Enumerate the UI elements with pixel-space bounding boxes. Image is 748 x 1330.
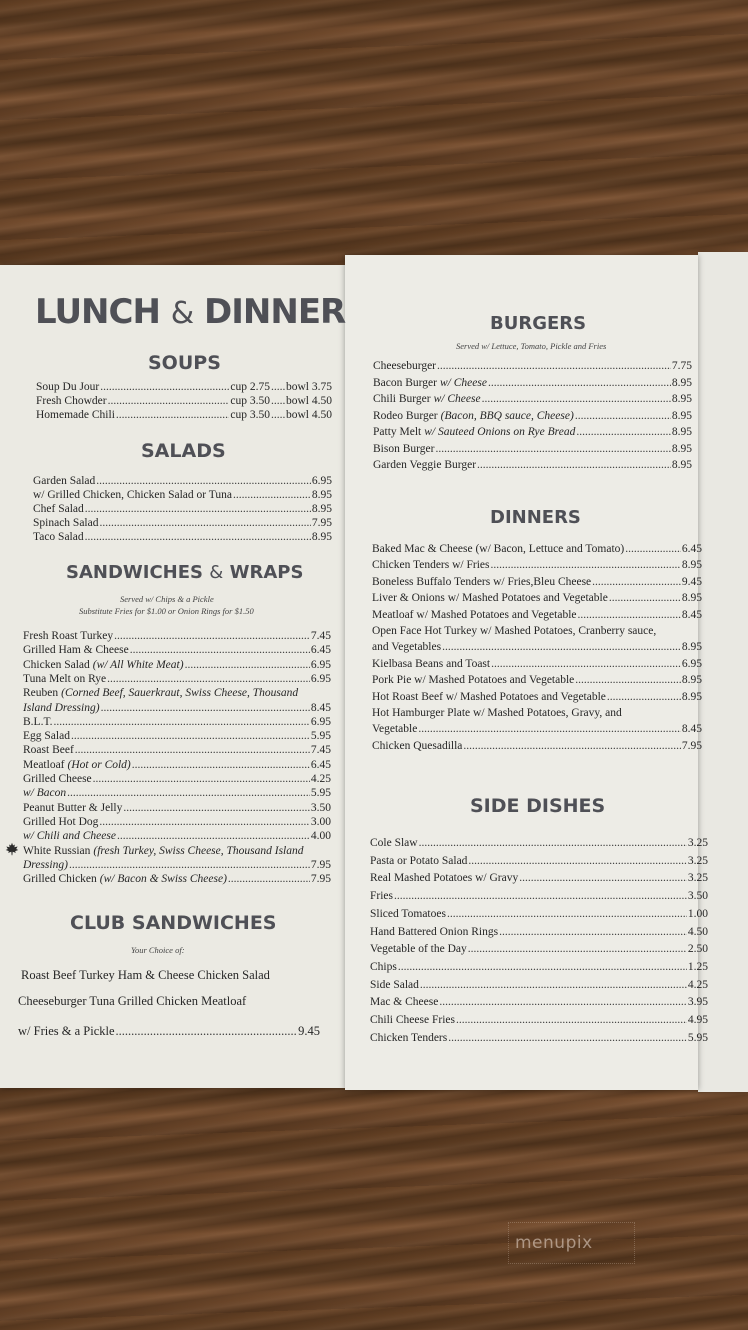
item-name: Fries [370,890,393,903]
leader-dots [96,475,311,488]
item-price: 8.45 [681,608,702,621]
item-price: 7.75 [671,360,692,372]
item-price: 8.95 [681,641,702,654]
item-price: 8.95 [311,489,332,501]
bowl-price: bowl 4.50 [286,395,332,407]
leader-dots [575,410,671,423]
sandwiches-heading-part1: SANDWICHES [66,562,203,583]
dinner-row [372,691,702,704]
item-name: Pork Pie w/ Mashed Potatoes and Vegetable [372,674,575,687]
item-name: Sliced Tomatoes [370,907,446,920]
sandwich-row [23,773,331,786]
item-description: w/ Cheese [433,393,481,405]
side-dish-row [370,943,708,956]
item-name: Homemade Chili [36,409,115,421]
item-name: Grilled Hot Dog [23,815,99,828]
leader-dots [117,830,310,843]
item-description: w/ Sauteed Onions on Rye Bread [424,426,576,438]
item-name: Rodeo Burger [373,409,438,422]
item-name: Garden Veggie Burger [373,459,477,471]
leader-dots [93,773,310,786]
item-name: Boneless Buffalo Tenders w/ Fries,Bleu Cheese [372,575,592,588]
burgers-heading: BURGERS [490,313,587,334]
dinner-row [372,723,702,736]
item-description: Dressing) [23,858,68,871]
item-price: 4.25 [310,773,331,785]
cup-price: cup 2.75 [230,381,270,393]
leader-dots [575,674,681,687]
leader-dots [228,873,310,886]
item-name: B.L.T. [23,715,53,728]
item-name: Hot Roast Beef w/ Mashed Potatoes and Vegetable [372,690,606,703]
item-description: w/ Cheese [439,376,487,389]
item-name: Fresh Roast Turkey [23,630,114,642]
item-name: Bacon Burger [373,376,437,389]
salad-row [33,489,332,502]
dinner-row [372,543,702,556]
item-price: 8.95 [671,442,692,455]
dinners-heading: DINNERS [490,507,581,528]
side-dish-row [370,837,708,850]
item-price: 3.25 [687,854,708,867]
leader-dots [271,409,285,422]
item-price: 7.45 [310,744,331,757]
dinner-row [372,641,702,654]
club-options-row-2: Cheeseburger Tuna Grilled Chicken Meatloaf [18,994,247,1008]
sandwich-row [23,802,331,815]
item-name: Fresh Chowder [36,395,107,407]
item-description: w/ Bacon [23,787,67,800]
sandwich-row [23,873,331,886]
item-name: Cheeseburger [373,360,437,372]
item-name: White Russian [23,844,91,857]
leader-dots [75,744,310,757]
leader-dots [468,943,687,956]
menupix-watermark: menupix [515,1233,593,1253]
leader-dots [69,859,310,872]
dinner-row [372,592,702,605]
leader-dots [609,592,681,605]
sandwiches-heading [66,562,303,583]
side-dish-row [370,1032,708,1045]
sandwich-row [23,816,331,829]
item-description: (fresh Turkey, Swiss Cheese, Thousand Island [93,844,304,857]
item-name: Grilled Cheese [23,773,92,785]
item-name: Meatloaf w/ Mashed Potatoes and Vegetable [372,608,577,621]
dinner-row [372,740,702,753]
item-price: 8.95 [671,376,692,389]
leader-dots [116,1025,298,1038]
item-description: (Bacon, BBQ sauce, Cheese) [440,409,574,422]
leader-dots [482,393,671,406]
item-price: 4.00 [310,830,331,843]
item-name: Hot Hamburger Plate w/ Mashed Potatoes, Gravy, and [372,707,622,719]
item-description: w/ Chili and Cheese [23,830,116,843]
item-description: (w/ Bacon & Swiss Cheese) [99,873,227,886]
item-name: Vegetable of the Day [370,943,467,956]
item-name: Roast Beef [23,744,74,757]
club-subtitle: Your Choice of: [131,945,185,955]
title-amp: & [170,296,194,331]
item-description: (Hot or Cold) [67,758,131,771]
side-dish-row [370,926,708,939]
item-name: Soup Du Jour [36,381,100,393]
item-price: 8.95 [671,459,692,471]
item-price: 6.45 [310,758,331,771]
item-price: 5.95 [687,1031,708,1044]
sandwich-row [23,859,331,872]
leader-dots [456,1014,687,1027]
item-name: Chicken Quesadilla [372,739,463,752]
item-price: 4.95 [687,1014,708,1026]
leader-dots [85,531,311,544]
leader-dots [108,395,230,408]
soup-row [36,409,332,422]
item-price: 4.25 [687,978,708,991]
leader-dots [132,759,310,772]
item-name: Pasta or Potato Salad [370,854,468,867]
leader-dots [519,872,687,885]
item-price: 8.45 [681,723,702,736]
item-name: Mac & Cheese [370,996,439,1009]
item-name: Chili Cheese Fries [370,1014,455,1026]
dinner-row [372,576,702,589]
item-name: Open Face Hot Turkey w/ Mashed Potatoes, Cranberry sauce, [372,625,657,637]
dinner-row [372,674,702,687]
item-price: 8.95 [681,674,702,687]
dinner-row [372,609,702,622]
item-name: Garden Salad [33,475,96,487]
cup-price: cup 3.50 [230,395,270,407]
dinner-row [372,658,702,671]
side-dish-row [370,961,708,974]
item-name: Liver & Onions w/ Mashed Potatoes and Vegetable [372,592,608,605]
club-options-row-1: Roast Beef Turkey Ham & Cheese Chicken Salad [21,968,270,982]
maple-leaf-icon [5,842,19,856]
salad-row [33,517,332,530]
item-price: 1.25 [687,960,708,973]
sandwiches-heading-amp: & [209,562,224,583]
item-price: 8.95 [681,559,702,572]
leader-dots [607,691,681,704]
item-name: w/ Grilled Chicken, Chicken Salad or Tuna [33,489,232,501]
leader-dots [101,702,310,715]
item-price: 2.50 [687,943,708,956]
item-price: 7.45 [310,630,331,642]
leader-dots [592,576,681,589]
club-price-line [18,1025,320,1038]
item-name: Chicken Tenders [370,1031,448,1044]
sandwich-row [23,716,331,729]
sandwich-row [23,630,331,643]
leader-dots [130,644,310,657]
menu-title [35,292,345,332]
dinner-row [372,707,702,720]
item-price: 8.45 [310,701,331,714]
leader-dots [99,517,310,530]
item-description: (w/ All White Meat) [92,658,184,671]
leader-dots [491,658,681,671]
leader-dots [448,1032,687,1045]
sandwich-row [23,659,331,672]
item-price: 5.95 [310,730,331,743]
item-name: Egg Salad [23,730,70,743]
side-dish-row [370,979,708,992]
salad-row [33,531,332,544]
side-dish-row [370,872,708,885]
bowl-price: bowl 3.75 [286,381,332,393]
leader-dots [271,395,285,408]
item-price: 3.50 [310,801,331,814]
item-price: 8.95 [681,690,702,703]
side-dishes-heading: SIDE DISHES [470,795,606,817]
burger-row [373,459,692,472]
leader-dots [123,802,310,815]
sandwich-row [23,787,331,800]
sandwich-row [23,744,331,757]
side-dish-row [370,1014,708,1027]
item-price: 3.50 [687,890,708,903]
item-price: 8.95 [671,393,692,405]
soup-row [36,395,332,408]
leader-dots [468,855,686,868]
cup-price: cup 3.50 [230,409,270,421]
item-name: Grilled Chicken [23,873,97,886]
item-name: Chef Salad [33,503,84,515]
dinner-row [372,559,702,572]
sandwich-row [23,730,331,743]
side-dish-row [370,890,708,903]
item-price: 7.95 [310,873,331,886]
side-dish-row [370,908,708,921]
leader-dots [437,360,671,373]
sandwiches-subtitle-1: Served w/ Chips & a Pickle [120,594,214,604]
item-price: 3.25 [687,837,708,849]
item-name: Kielbasa Beans and Toast [372,657,491,670]
leader-dots [99,816,309,829]
leader-dots [488,377,671,390]
item-description: Island Dressing) [23,701,100,714]
sandwiches-subtitle-2: Substitute Fries for $1.00 or Onion Rings for $1.50 [79,606,254,616]
item-price: 7.95 [311,517,332,529]
item-price: 8.95 [311,503,332,515]
leader-dots [576,426,671,439]
title-part1: LUNCH [35,292,160,332]
item-price: 6.95 [310,715,331,728]
leader-dots [100,381,229,394]
leader-dots [419,837,687,850]
burger-row [373,360,692,373]
sandwich-row [23,759,331,772]
salad-row [33,475,332,488]
item-price: 6.95 [310,672,331,685]
leader-dots [463,740,680,753]
leader-dots [71,730,310,743]
item-price: 1.00 [687,907,708,920]
leader-dots [54,716,310,729]
item-name: Chips [370,960,397,973]
item-name: Patty Melt [373,426,422,438]
leader-dots [398,961,687,974]
sandwich-row [23,845,331,858]
item-name: and Vegetables [372,641,442,654]
burger-row [373,393,692,406]
item-description: (Corned Beef, Sauerkraut, Swiss Cheese, Thousand [61,687,299,700]
leader-dots [116,409,230,422]
soup-row [36,381,332,394]
leader-dots [420,979,687,992]
burger-row [373,377,692,390]
item-price: 6.45 [681,543,702,555]
burger-row [373,443,692,456]
item-name: Hand Battered Onion Rings [370,925,499,938]
leader-dots [477,459,671,472]
sandwich-row [23,687,331,700]
club-final-name: w/ Fries & a Pickle [18,1024,115,1038]
item-price: 8.95 [681,592,702,605]
title-part2: DINNER [204,292,346,332]
leader-dots [114,630,310,643]
bowl-price: bowl 4.50 [286,409,332,421]
item-name: Vegetable [372,723,418,736]
leader-dots [435,443,670,456]
burger-row [373,426,692,439]
item-price: 8.95 [311,531,332,543]
item-price: 6.95 [310,658,331,671]
leader-dots [625,543,681,556]
side-dish-row [370,996,708,1009]
item-name: Peanut Butter & Jelly [23,801,123,814]
item-name: Side Salad [370,978,419,991]
item-name: Spinach Salad [33,517,99,529]
salad-row [33,503,332,516]
item-price: 9.45 [681,575,702,588]
item-name: Bison Burger [373,442,435,455]
item-price: 7.95 [310,858,331,871]
side-dish-row [370,855,708,868]
item-price: 6.45 [310,644,331,657]
leader-dots [578,609,681,622]
sandwiches-heading-part2: WRAPS [229,562,304,583]
item-price: 5.95 [310,787,331,800]
burgers-subtitle: Served w/ Lettuce, Tomato, Pickle and Fries [456,341,607,351]
item-name: Cole Slaw [370,837,418,849]
sandwich-row [23,673,331,686]
leader-dots [233,489,311,502]
item-price: 3.95 [687,996,708,1009]
leader-dots [271,381,285,394]
item-name: Tuna Melt on Rye [23,672,107,685]
leader-dots [85,503,311,516]
leader-dots [490,559,680,572]
item-name: Meatloaf [23,758,65,771]
item-price: 8.95 [671,409,692,422]
item-price: 8.95 [671,426,692,438]
item-price: 3.25 [687,872,708,885]
item-price: 6.95 [681,657,702,670]
leader-dots [67,787,310,800]
item-price: 4.50 [687,925,708,938]
sandwich-row [23,830,331,843]
item-name: Grilled Ham & Cheese [23,644,129,657]
item-name: Taco Salad [33,531,84,543]
club-final-price: 9.45 [298,1024,320,1038]
leader-dots [447,908,687,921]
leader-dots [394,890,687,903]
salads-heading: SALADS [141,440,226,462]
item-name: Baked Mac & Cheese (w/ Bacon, Lettuce and Tomato) [372,543,625,555]
leader-dots [185,659,310,672]
dinner-row [372,625,702,638]
leader-dots [442,641,681,654]
item-name: Chili Burger [373,393,431,405]
club-heading: CLUB SANDWICHES [70,912,277,934]
item-name: Chicken Tenders w/ Fries [372,559,490,572]
sandwich-row [23,644,331,657]
leader-dots [107,673,310,686]
leader-dots [499,926,687,939]
item-price: 6.95 [311,475,332,487]
soups-heading: SOUPS [148,352,221,374]
burger-row [373,410,692,423]
leader-dots [418,723,681,736]
item-name: Real Mashed Potatoes w/ Gravy [370,872,519,885]
leader-dots [439,996,687,1009]
sandwich-row [23,702,331,715]
item-price: 7.95 [681,739,702,752]
item-name: Reuben [23,687,59,700]
item-price: 3.00 [310,815,331,828]
item-name: Chicken Salad [23,658,90,671]
